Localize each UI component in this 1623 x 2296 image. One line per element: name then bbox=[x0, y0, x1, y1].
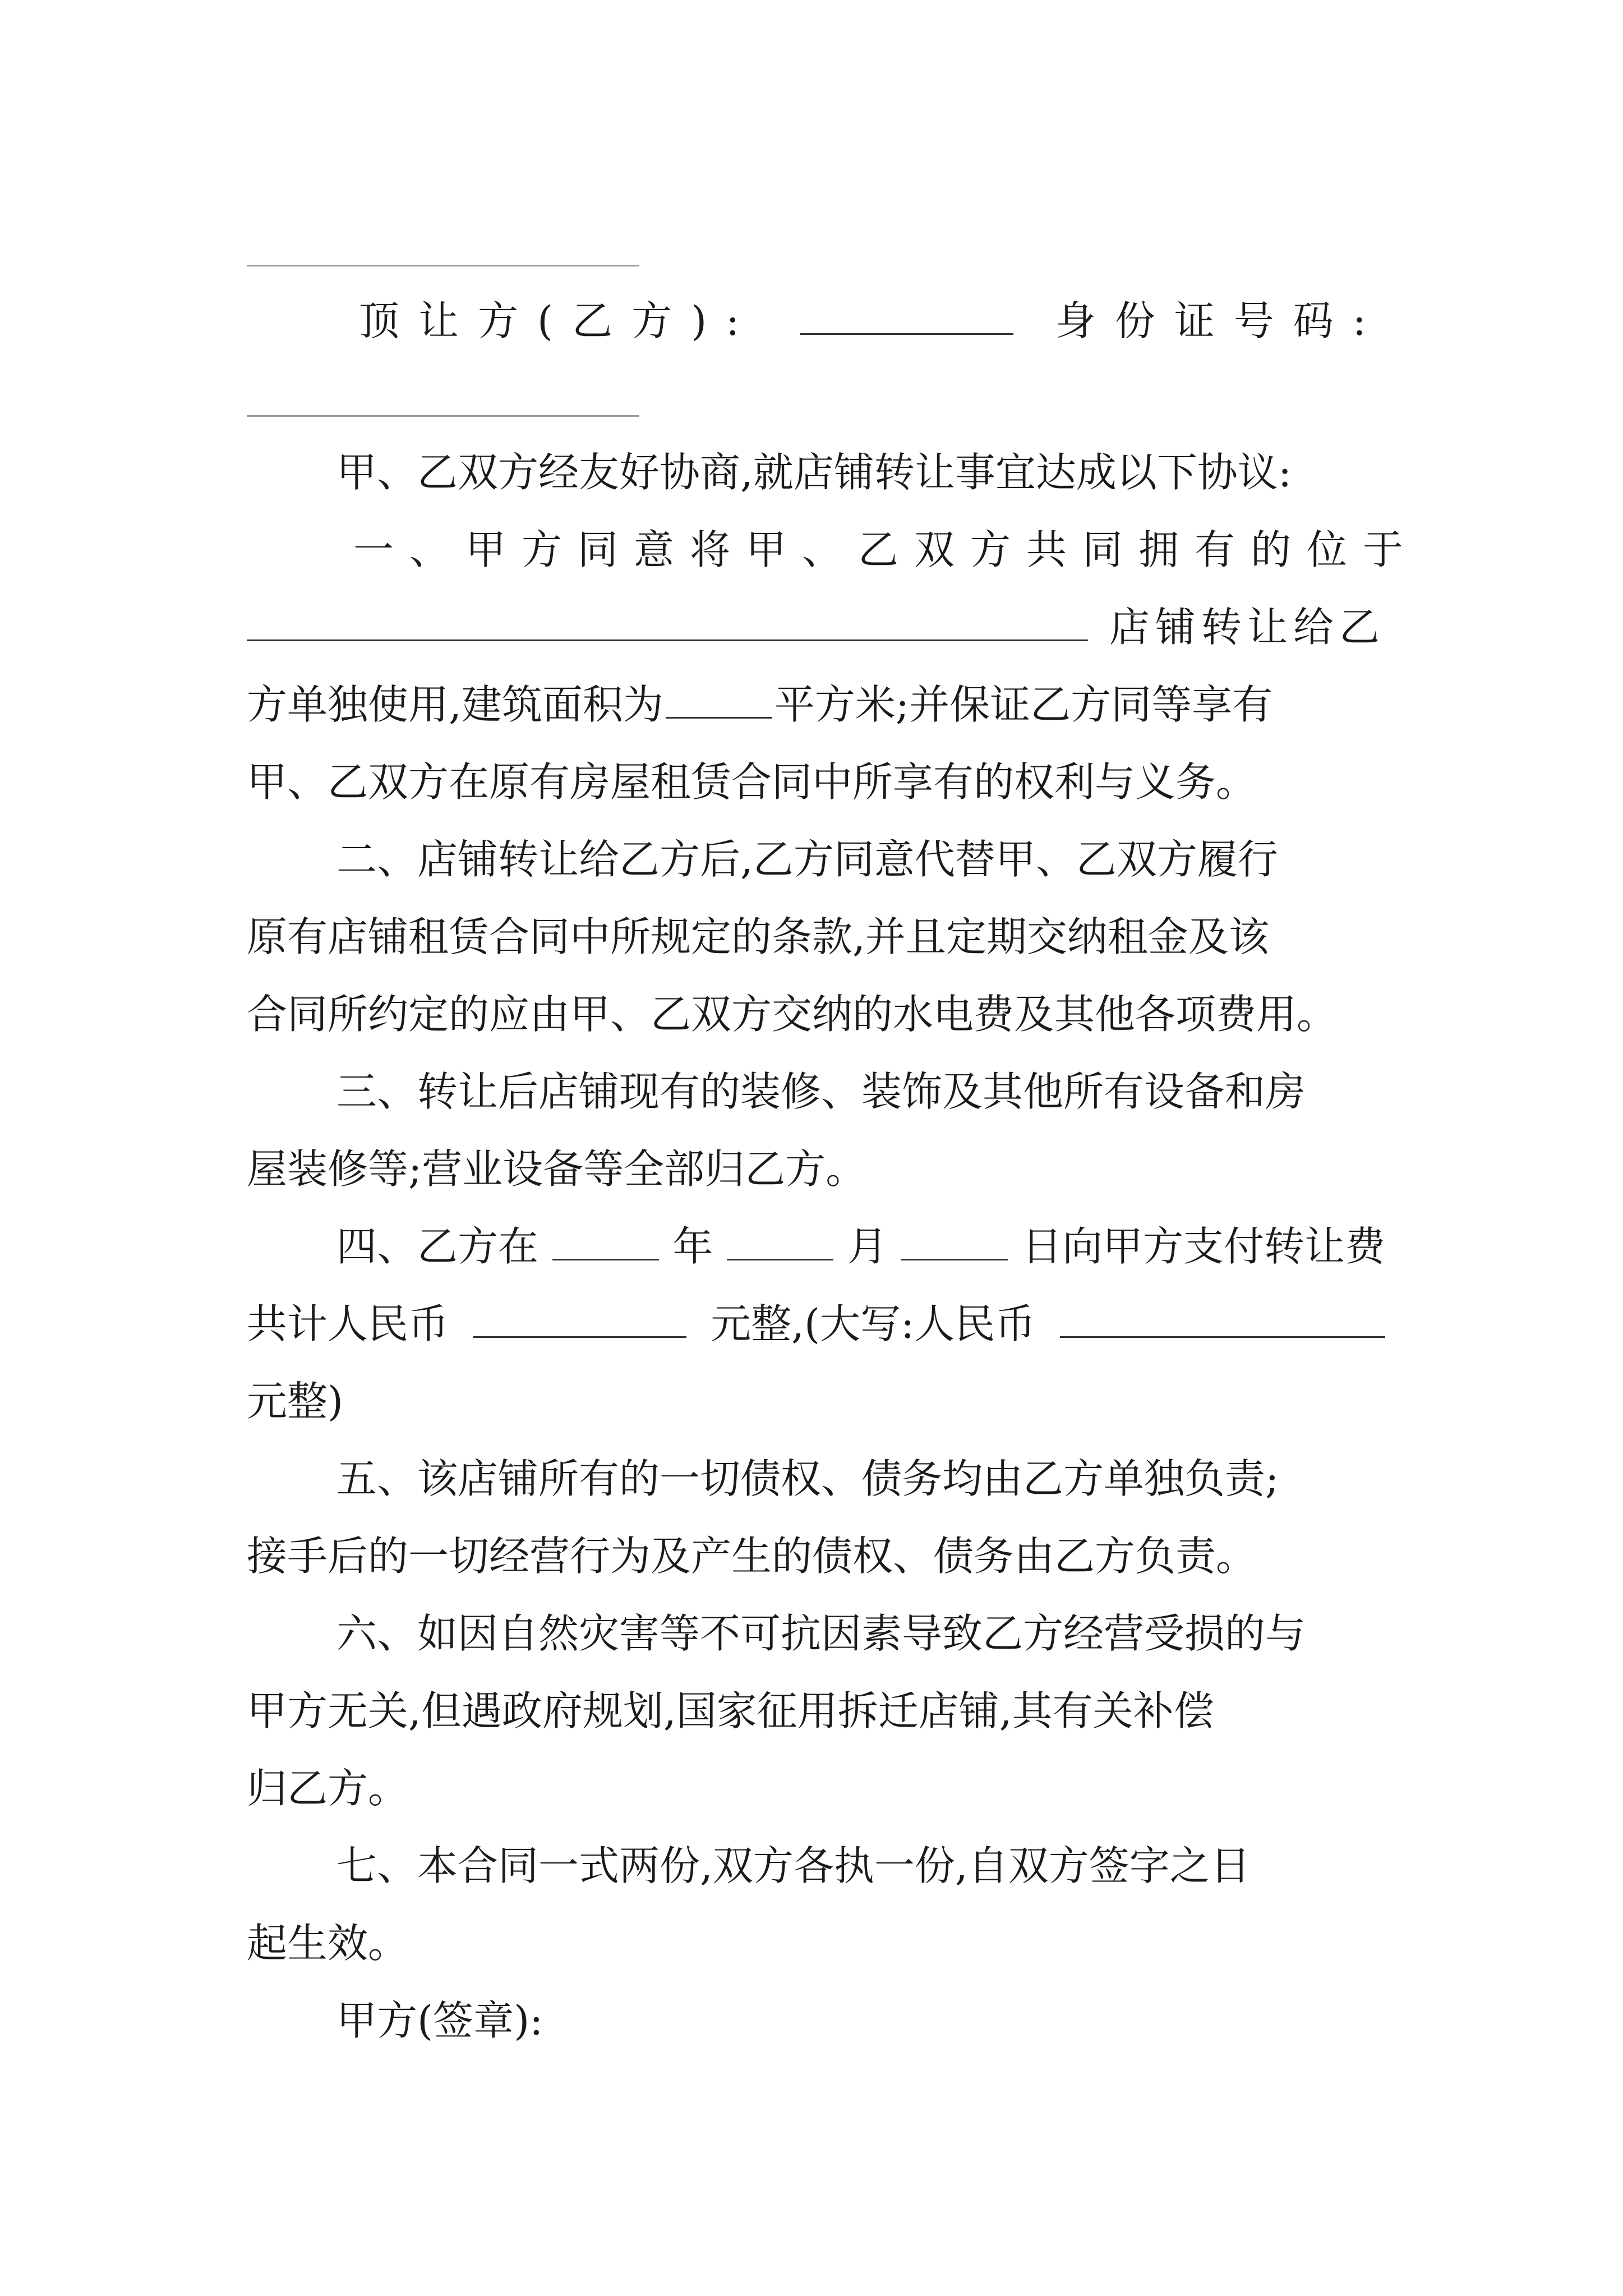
clause7-line2 bbox=[247, 1915, 1385, 1971]
clause1-text-1: 一、甲方同意将甲、乙双方共同拥有的位于 bbox=[353, 526, 1419, 573]
clause3-line2 bbox=[247, 1141, 1385, 1197]
party-b-row bbox=[359, 293, 1385, 349]
clause7-line1 bbox=[336, 1838, 1385, 1894]
month-blank[interactable] bbox=[727, 1220, 833, 1260]
clause6-line1 bbox=[336, 1605, 1385, 1662]
party-b-label: 顶让方(乙方): bbox=[359, 297, 759, 344]
clause4-text-2a: 共计人民币 bbox=[247, 1300, 449, 1347]
clause5-text-1: 五、该店铺所有的一切债权、债务均由乙方单独负责; bbox=[336, 1455, 1279, 1502]
clause6-line2 bbox=[247, 1683, 1385, 1739]
blank-rule-top bbox=[247, 265, 639, 266]
area-blank[interactable] bbox=[666, 678, 772, 719]
clause6-text-3: 归乙方。 bbox=[247, 1765, 409, 1812]
party-b-name-blank[interactable] bbox=[800, 294, 1013, 335]
clause4-line3 bbox=[247, 1373, 1385, 1429]
year-blank[interactable] bbox=[552, 1220, 659, 1260]
clause5-line1 bbox=[336, 1451, 1385, 1507]
clause6-line3 bbox=[247, 1760, 1385, 1816]
clause4-text-1d: 日向甲方支付转让费 bbox=[1021, 1223, 1385, 1270]
id-number-label: 身份证号码: bbox=[1055, 297, 1385, 344]
clause4-line2 bbox=[247, 1296, 1385, 1352]
amount-words-blank[interactable] bbox=[1060, 1297, 1385, 1338]
clause4-text-1a: 四、乙方在 bbox=[336, 1223, 539, 1270]
clause1-line3 bbox=[247, 677, 1385, 733]
clause2-line1 bbox=[336, 831, 1385, 887]
clause3-text-2: 屋装修等;营业设备等全部归乙方。 bbox=[247, 1145, 866, 1193]
clause1-line2 bbox=[247, 599, 1385, 655]
intro-line bbox=[336, 444, 1385, 500]
clause5-text-2: 接手后的一切经营行为及产生的债权、债务由乙方负责。 bbox=[247, 1533, 1257, 1580]
clause5-line2 bbox=[247, 1528, 1385, 1584]
signature-party-a-label: 甲方(签章): bbox=[336, 1997, 543, 2044]
clause7-text-2: 起生效。 bbox=[247, 1920, 409, 1967]
clause1-line1 bbox=[353, 522, 1419, 578]
clause4-text-1b: 年 bbox=[672, 1223, 713, 1270]
clause7-text-1: 七、本合同一式两份,双方各执一份,自双方签字之日 bbox=[336, 1842, 1251, 1889]
clause1-text-4: 甲、乙双方在原有房屋租赁合同中所享有的权利与义务。 bbox=[247, 758, 1257, 806]
clause4-text-2b: 元整,(大写:人民币 bbox=[711, 1300, 1036, 1347]
clause1-text-3b: 平方米;并保证乙方同等享有 bbox=[774, 681, 1273, 728]
id-number-blank-rule bbox=[247, 415, 639, 417]
clause2-text-1: 二、店铺转让给乙方后,乙方同意代替甲、乙双方履行 bbox=[336, 836, 1278, 883]
clause2-text-2: 原有店铺租赁合同中所规定的条款,并且定期交纳租金及该 bbox=[247, 913, 1269, 960]
clause3-line1 bbox=[336, 1064, 1385, 1120]
clause4-text-3: 元整) bbox=[247, 1378, 344, 1425]
clause4-line1 bbox=[336, 1218, 1385, 1274]
clause6-text-1: 六、如因自然灾害等不可抗因素导致乙方经营受损的与 bbox=[336, 1610, 1306, 1657]
day-blank[interactable] bbox=[901, 1220, 1008, 1260]
amount-figure-blank[interactable] bbox=[473, 1297, 686, 1338]
clause2-text-3: 合同所约定的应由甲、乙双方交纳的水电费及其他各项费用。 bbox=[247, 991, 1338, 1038]
clause2-line3 bbox=[247, 986, 1385, 1042]
clause2-line2 bbox=[247, 909, 1385, 965]
clause4-text-1c: 月 bbox=[847, 1223, 888, 1270]
clause1-line4 bbox=[247, 754, 1385, 810]
clause1-text-2: 店铺转让给乙 bbox=[1109, 604, 1385, 651]
signature-party-a bbox=[336, 1993, 1385, 2049]
clause1-text-3a: 方单独使用,建筑面积为 bbox=[247, 681, 663, 728]
clause3-text-1: 三、转让后店铺现有的装修、装饰及其他所有设备和房 bbox=[336, 1068, 1306, 1115]
shop-location-blank[interactable] bbox=[247, 600, 1088, 641]
clause6-text-2: 甲方无关,但遇政府规划,国家征用拆迁店铺,其有关补偿 bbox=[247, 1687, 1214, 1734]
intro-text: 甲、乙双方经友好协商,就店铺转让事宜达成以下协议: bbox=[336, 449, 1292, 496]
